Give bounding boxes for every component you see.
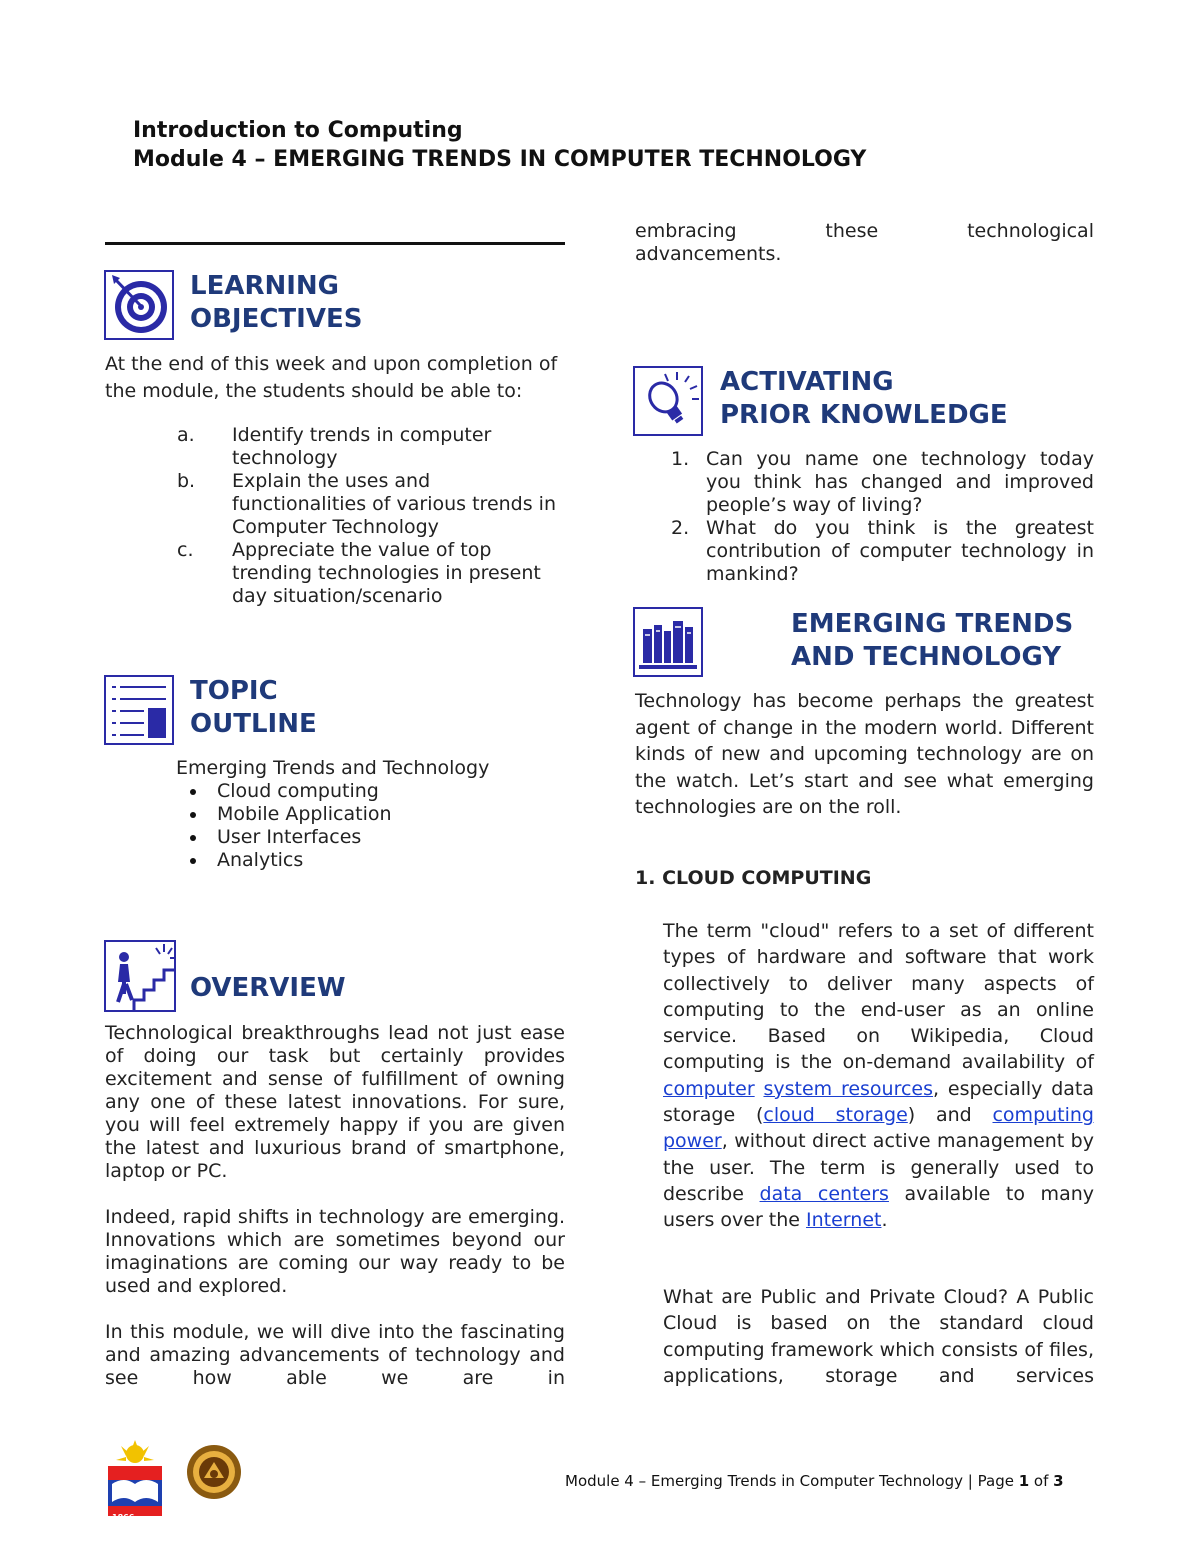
list-item: c. Appreciate the value of top trending technologies in present day situation/scenario [177, 539, 541, 607]
page-total: 3 [1053, 1472, 1064, 1490]
link-internet[interactable]: Internet [806, 1209, 882, 1232]
topic-outline-heading: TOPIC OUTLINE [190, 676, 317, 739]
page-number: 1 [1018, 1472, 1030, 1490]
college-seal [186, 1444, 242, 1500]
list-item: 1. Can you name one technology today you think has changed and improved people’s way of living? [671, 448, 1094, 516]
cloud-paragraph-2: What are Public and Private Cloud? A Public Cloud is based on the standard cloud computing framework which consists of files, applications, storage and services [663, 1286, 1094, 1387]
module-title: Module 4 – EMERGING TRENDS IN COMPUTER TECHNOLOGY [133, 147, 867, 172]
school-logo [104, 1440, 166, 1518]
list-item: 2. What do you think is the greatest contribution of computer technology in mankind? [671, 517, 1094, 585]
overview-body [105, 1022, 565, 1413]
stairs-climber-icon [104, 940, 176, 1012]
link-data-centers[interactable]: data centers [759, 1182, 889, 1205]
cloud-paragraph-1: The term "cloud" refers to a set of different types of hardware and software that work collectively to deliver many aspects of computing to the end-user as an online service. Based on Wikipedia, Cloud computing is the on-demand availability of computer system resources, especially data storage (cloud storage) and computing power, without direct active management by the user. The term is generally used to describe data centers available to many users over the Internet. [663, 920, 1094, 1232]
section-divider [105, 242, 565, 245]
list-item: Cloud computing [176, 780, 556, 803]
course-title: Introduction to Computing [133, 118, 463, 143]
cloud-computing-heading: 1. CLOUD COMPUTING [635, 867, 872, 889]
link-computing-power[interactable]: computing power [663, 1104, 1094, 1153]
link-system-resources[interactable]: system resources [763, 1077, 934, 1100]
list-item: User Interfaces [176, 826, 556, 849]
outline-list [176, 780, 556, 872]
overview-paragraph-1: Technological breakthroughs lead not just ease of doing our task but certainly provides excitement and sense of fulfillment of owning any one of these latest innovations. For sure, you will feel extremely happy if you are given the latest and luxurious brand of smartphone, laptop or PC. [105, 1022, 565, 1182]
school-logo-year: 1866 [112, 1513, 135, 1522]
link-cloud-storage[interactable]: cloud storage [763, 1104, 908, 1127]
emerging-heading: EMERGING TRENDS AND TECHNOLOGY [791, 609, 1074, 672]
overview-paragraph-2: Indeed, rapid shifts in technology are emerging. Innovations which are sometimes beyond our imaginations are coming our way ready to be used and explored. [105, 1206, 565, 1297]
overview-heading: OVERVIEW [190, 973, 346, 1003]
activating-heading: ACTIVATING PRIOR KNOWLEDGE [720, 367, 1008, 430]
learning-objectives-heading: LEARNING OBJECTIVES [190, 271, 363, 334]
questions-list [671, 448, 1094, 586]
objectives-list [177, 424, 557, 608]
overview-continuation: embracing these technological advancements. [635, 220, 1094, 265]
target-icon [104, 270, 174, 340]
list-item: Analytics [176, 849, 556, 872]
list-item: Mobile Application [176, 803, 556, 826]
overview-paragraph-3: In this module, we will dive into the fascinating and amazing advancements of technology and see how able we are in [105, 1321, 565, 1389]
page-footer: Module 4 – Emerging Trends in Computer Technology | Page 1 of 3 [565, 1472, 1064, 1490]
list-item: a. Identify trends in computer technology [177, 424, 492, 469]
objectives-intro: At the end of this week and upon completion of the module, the students should be able to: [105, 353, 558, 402]
lightbulb-icon [633, 366, 703, 436]
books-icon [633, 607, 703, 677]
list-item: b. Explain the uses and functionalities of various trends in Computer Technology [177, 470, 557, 538]
outline-title: Emerging Trends and Technology [176, 757, 490, 779]
outline-icon [104, 675, 174, 745]
emerging-intro: Technology has become perhaps the greatest agent of change in the modern world. Different kinds of new and upcoming technology are on the watch. Let’s start and see what emerging technologies are on the roll. [635, 690, 1094, 818]
link-computer[interactable]: computer [663, 1077, 755, 1100]
